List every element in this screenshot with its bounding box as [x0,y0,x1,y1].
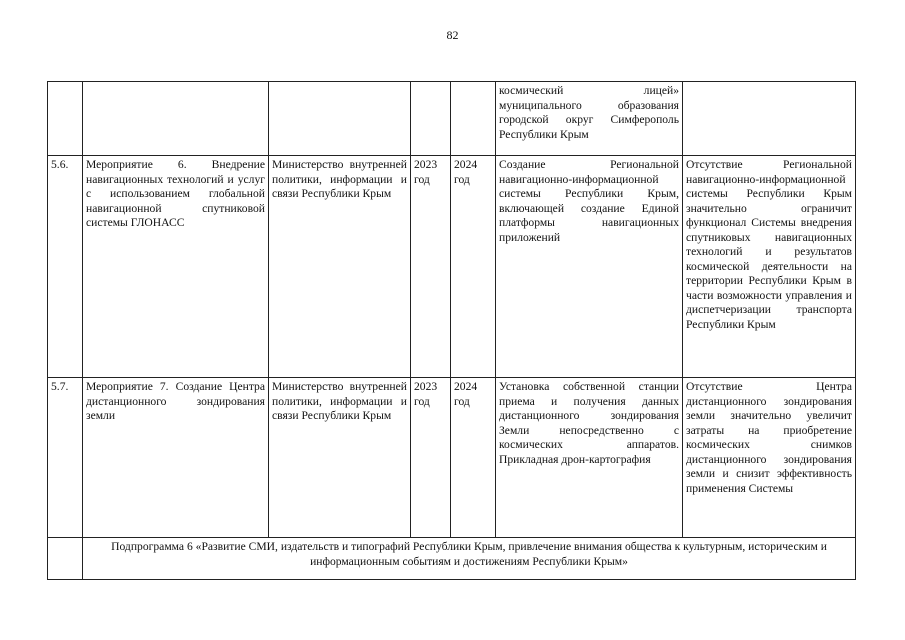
cell-consequence: Отсутствие Центра дистанционного зондирования земли значительно увеличит затраты на приобретение космических снимков дистанционного зондирования земли и снизит эффективность применения Системы [683,378,856,538]
cell-num: 5.6. [48,156,83,378]
cell-activity: Мероприятие 7. Создание Центра дистанционного зондирования земли [83,378,269,538]
cell-start-year: 2023 год [411,378,451,538]
page-number: 82 [446,28,459,42]
cell-activity [83,82,269,156]
subprogram-row [48,538,856,580]
table-row [48,378,856,538]
cell-executor: Министерство внутренней политики, информации и связи Республики Крым [269,156,411,378]
cell-start-year [411,82,451,156]
continuation-row [48,82,856,156]
cell-consequence [683,82,856,156]
subprogram-title: Подпрограмма 6 «Развитие СМИ, издательств и типографий Республики Крым, привлечение внимания общества к культурным, историческим и информационным событиям и достижениям Республики Крым» [83,538,856,580]
cell-num [48,538,83,580]
cell-activity: Мероприятие 6. Внедрение навигационных технологий и услуг с использованием глобальной навигационной спутниковой системы ГЛОНАСС [83,156,269,378]
cell-end-year [451,82,496,156]
cell-result: Создание Региональной навигационно-информационной системы Республики Крым, включающей создание Единой платформы навигационных приложений [496,156,683,378]
cell-start-year: 2023 год [411,156,451,378]
cell-result: Установка собственной станции приема и получения данных дистанционного зондирования Земли непосредственно с космических аппаратов. Прикладная дрон-картография [496,378,683,538]
cell-end-year: 2024 год [451,378,496,538]
cell-executor: Министерство внутренней политики, информации и связи Республики Крым [269,378,411,538]
cell-consequence: Отсутствие Региональной навигационно-информационной системы Республики Крым значительно ограничит функционал Системы внедрения спутниковых навигационных технологий и результатов космической деятельности на территории Республики Крым в части возможности управления и диспетчеризации транспорта Республики Крым [683,156,856,378]
table-row [48,156,856,378]
cell-result: космический лицей» муниципального образования городской округ Симферополь Республики Крым [496,82,683,156]
cell-num [48,82,83,156]
cell-end-year: 2024 год [451,156,496,378]
cell-executor [269,82,411,156]
measures-table [47,81,856,580]
cell-num: 5.7. [48,378,83,538]
